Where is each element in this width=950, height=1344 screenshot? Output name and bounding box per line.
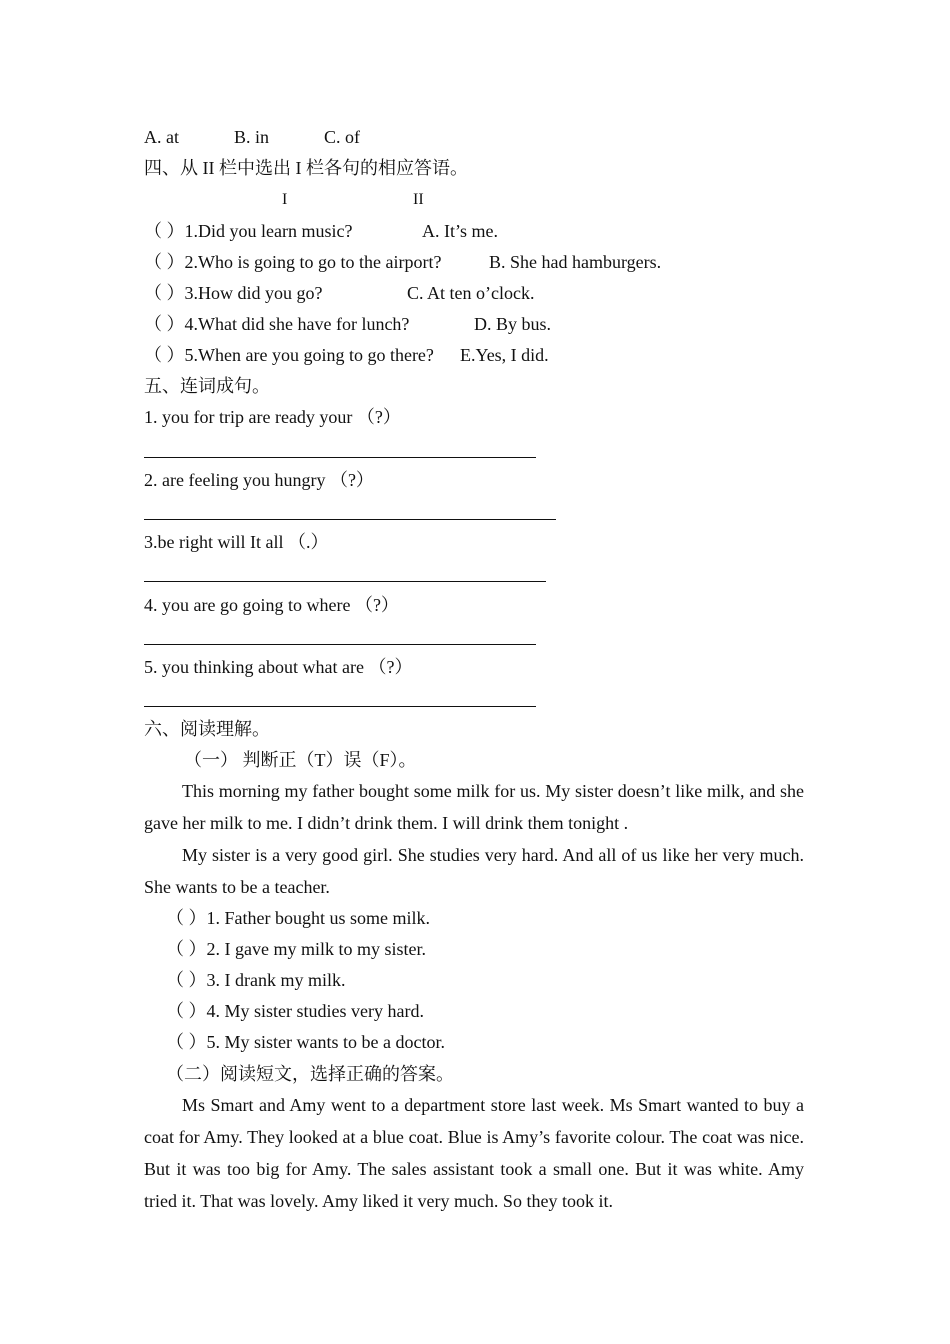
column-ii-header: II [413, 191, 424, 208]
match-row [144, 344, 549, 366]
answer-line[interactable] [144, 457, 536, 458]
column-i-header: I [282, 191, 288, 208]
option-b: B. in [234, 127, 270, 147]
match-question: （ ）3.How did you go? [144, 283, 323, 303]
option-a: A. at [144, 127, 179, 147]
match-row [144, 313, 552, 335]
section5-heading: 五、连词成句。 [144, 376, 270, 396]
tf-item: （ ）1. Father bought us some milk. [166, 908, 430, 928]
match-question: （ ）1.Did you learn music? [144, 221, 353, 241]
match-row [144, 251, 662, 273]
passage-paragraph-1: This morning my father bought some milk for us. My sister doesn’t like milk, and she gave her milk to me. I didn’t drink them. I will drink them tonight . [144, 781, 804, 833]
match-row [144, 220, 498, 242]
part2-heading: （二）阅读短文，选择正确的答案。 [166, 1064, 454, 1084]
match-row [144, 282, 535, 304]
match-question: （ ）2.Who is going to go to the airport? [144, 252, 442, 272]
tf-item: （ ）2. I gave my milk to my sister. [166, 939, 426, 959]
answer-line[interactable] [144, 644, 536, 645]
option-c: C. of [324, 127, 360, 147]
match-question: （ ）4.What did she have for lunch? [144, 314, 410, 334]
match-answer: D. By bus. [474, 314, 552, 334]
part1-heading: （一） 判断正（T）误（F）。 [184, 750, 417, 770]
passage-paragraph-3: Ms Smart and Amy went to a department store last week. Ms Smart wanted to buy a coat for Amy. They looked at a blue coat. Blue is Amy’s favorite colour. The coat was nice. But it was too big for Amy. The sales assistant took a small one. But it was white. Amy tried it. That was lovely. Amy liked it very much. So they took it. [144, 1095, 804, 1211]
reorder-prompt: 4. you are go going to where （?） [144, 595, 399, 615]
answer-line[interactable] [144, 581, 546, 582]
tf-item: （ ）4. My sister studies very hard. [166, 1001, 424, 1021]
match-answer: E.Yes, I did. [460, 345, 549, 365]
match-answer: A. It’s me. [422, 221, 498, 241]
passage-paragraph-2: My sister is a very good girl. She studies very hard. And all of us like her very much. She wants to be a teacher. [144, 845, 804, 897]
tf-item: （ ）5. My sister wants to be a doctor. [166, 1032, 445, 1052]
section6-heading: 六、阅读理解。 [144, 719, 270, 739]
section4-heading: 四、从 II 栏中选出 I 栏各句的相应答语。 [144, 158, 468, 178]
tf-item: （ ）3. I drank my milk. [166, 970, 346, 990]
reorder-prompt: 1. you for trip are ready your （?） [144, 407, 401, 427]
answer-line[interactable] [144, 706, 536, 707]
answer-line[interactable] [144, 519, 556, 520]
match-answer: B. She had hamburgers. [489, 252, 662, 272]
reorder-prompt: 3.be right will It all （.） [144, 532, 329, 552]
match-answer: C. At ten o’clock. [407, 283, 535, 303]
reorder-prompt: 5. you thinking about what are （?） [144, 657, 413, 677]
match-question: （ ）5.When are you going to go there? [144, 345, 434, 365]
reorder-prompt: 2. are feeling you hungry （?） [144, 470, 374, 490]
